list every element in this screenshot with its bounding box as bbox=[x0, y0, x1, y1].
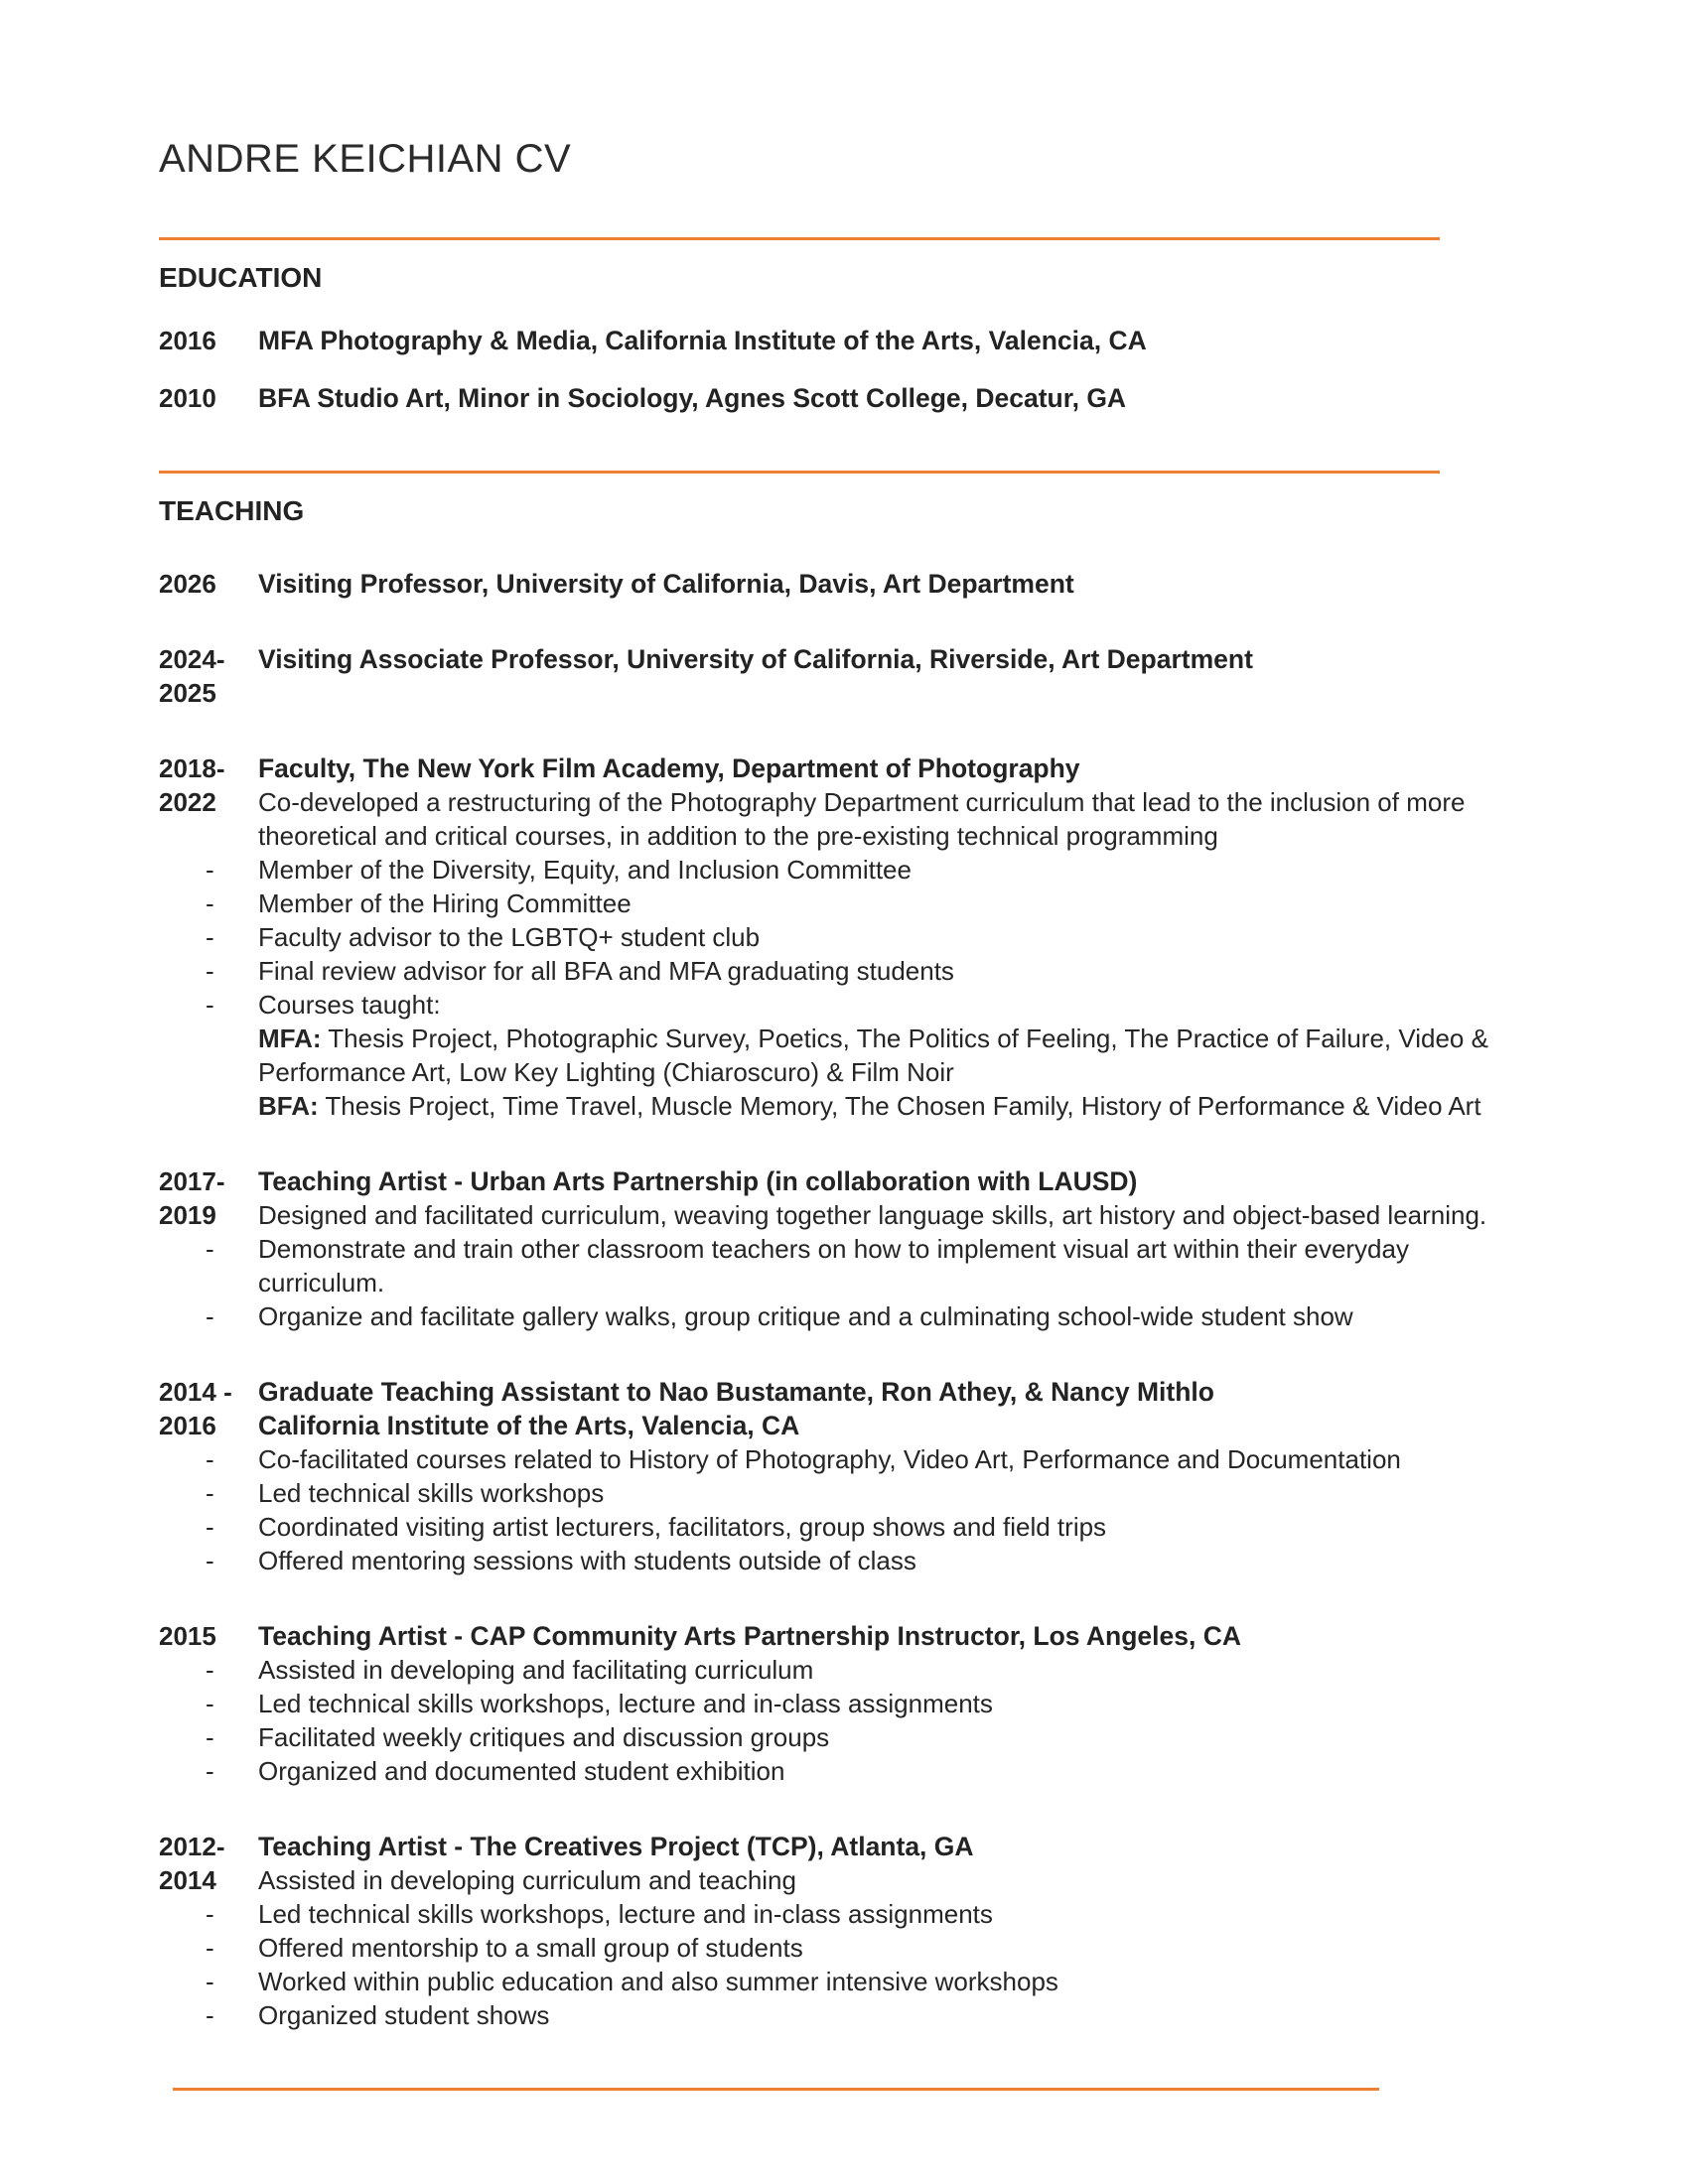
section-education bbox=[159, 262, 1509, 415]
course-label: BFA: bbox=[258, 1091, 319, 1121]
bullet-line bbox=[206, 1965, 1509, 1998]
bullet-marker: - bbox=[206, 1444, 214, 1474]
bullet-marker: - bbox=[206, 888, 214, 918]
section-teaching bbox=[159, 495, 1509, 2032]
entry-content bbox=[206, 1164, 1509, 1333]
entry-years bbox=[159, 324, 258, 357]
bullet-text: Assisted in developing and facilitating curriculum bbox=[258, 1655, 814, 1685]
cv-entry bbox=[159, 381, 1509, 415]
bullet-marker: - bbox=[206, 855, 214, 885]
bullet-line bbox=[206, 1653, 1509, 1687]
entry-year: 2012- bbox=[159, 1832, 225, 1861]
entry-title: Visiting Professor, University of California, Davis, Art Department bbox=[258, 569, 1074, 599]
cv-entry bbox=[159, 567, 1509, 601]
entry-content bbox=[258, 567, 1509, 601]
bullet-line bbox=[206, 1687, 1509, 1720]
entry-title: Teaching Artist - Urban Arts Partnership (in collaboration with LAUSD) bbox=[258, 1166, 1138, 1196]
bullet-text: Led technical skills workshops, lecture and in-class assignments bbox=[258, 1899, 993, 1929]
bullet-marker: - bbox=[206, 956, 214, 986]
bullet-line bbox=[206, 1720, 1509, 1754]
bullet-text: Member of the Hiring Committee bbox=[258, 888, 632, 918]
entry-years bbox=[159, 1830, 258, 1897]
bullet-line bbox=[206, 1442, 1509, 1476]
bullet-marker: - bbox=[206, 1234, 214, 1264]
sections-container bbox=[159, 237, 1509, 2091]
entry-title: Teaching Artist - CAP Community Arts Partnership Instructor, Los Angeles, CA bbox=[258, 1621, 1241, 1651]
bullet-text: Offered mentorship to a small group of students bbox=[258, 1933, 803, 1963]
entry-title: Faculty, The New York Film Academy, Department of Photography bbox=[258, 753, 1080, 783]
entry-year: 2014 - bbox=[159, 1377, 232, 1407]
bullet-marker: - bbox=[206, 1655, 214, 1685]
cv-entry bbox=[159, 1619, 1509, 1788]
entry-body: Assisted in developing curriculum and teaching bbox=[258, 1865, 796, 1895]
entry-year: 2015 bbox=[159, 1621, 216, 1651]
section-heading-education: EDUCATION bbox=[159, 262, 323, 293]
bullet-line bbox=[206, 954, 1509, 988]
cv-entry bbox=[159, 642, 1509, 710]
bullet-line bbox=[206, 1510, 1509, 1544]
entry-title: California Institute of the Arts, Valencia, CA bbox=[258, 1411, 800, 1440]
bullet-line bbox=[206, 1299, 1509, 1333]
bullet-text: Worked within public education and also summer intensive workshops bbox=[258, 1967, 1058, 1996]
entry-title: Visiting Associate Professor, University of California, Riverside, Art Department bbox=[258, 644, 1253, 674]
page-title: ANDRE KEICHIAN CV bbox=[159, 137, 572, 181]
bullet-marker: - bbox=[206, 1899, 214, 1929]
bullet-marker: - bbox=[206, 990, 214, 1020]
entry-year: 2016 bbox=[159, 326, 216, 355]
bullet-text: Courses taught: bbox=[258, 990, 441, 1020]
entry-body: Designed and facilitated curriculum, weaving together language skills, art history and object-based learning. bbox=[258, 1200, 1487, 1230]
entry-body: Co-developed a restructuring of the Photography Department curriculum that lead to the inclusion of more theoretical and critical courses, in addition to the pre-existing technical programming bbox=[258, 787, 1466, 851]
bullet-line bbox=[206, 1754, 1509, 1788]
cv-entry bbox=[159, 324, 1509, 357]
bullet-marker: - bbox=[206, 2000, 214, 2030]
bullet-text: Final review advisor for all BFA and MFA graduating students bbox=[258, 956, 954, 986]
entry-years bbox=[159, 567, 258, 601]
entry-years bbox=[159, 751, 258, 819]
entry-content bbox=[206, 1619, 1509, 1788]
entry-year: 2025 bbox=[159, 678, 216, 708]
entry-content bbox=[258, 642, 1509, 676]
entry-title: Graduate Teaching Assistant to Nao Bustamante, Ron Athey, & Nancy Mithlo bbox=[258, 1377, 1214, 1407]
bullet-marker: - bbox=[206, 1301, 214, 1331]
entry-years bbox=[159, 642, 258, 710]
entry-title: Teaching Artist - The Creatives Project (TCP), Atlanta, GA bbox=[258, 1832, 974, 1861]
entry-year: 2018- bbox=[159, 753, 225, 783]
bullet-line bbox=[206, 1931, 1509, 1965]
bullet-marker: - bbox=[206, 1546, 214, 1575]
bullet-line bbox=[206, 920, 1509, 954]
cv-entry bbox=[159, 1830, 1509, 2032]
entry-year: 2022 bbox=[159, 787, 216, 817]
entry-years bbox=[159, 1164, 258, 1232]
bullet-marker: - bbox=[206, 1967, 214, 1996]
course-text: Thesis Project, Photographic Survey, Poetics, The Politics of Feeling, The Practice of Failure, Video & Performance Art, Low Key Lighting (Chiaroscuro) & Film Noir bbox=[258, 1024, 1488, 1087]
entry-year: 2016 bbox=[159, 1411, 216, 1440]
bottom-divider bbox=[173, 2088, 1379, 2091]
entry-year: 2014 bbox=[159, 1865, 216, 1895]
entry-year: 2019 bbox=[159, 1200, 216, 1230]
bullet-text: Member of the Diversity, Equity, and Inclusion Committee bbox=[258, 855, 912, 885]
bullet-marker: - bbox=[206, 1933, 214, 1963]
bullet-text: Led technical skills workshops bbox=[258, 1478, 605, 1508]
cv-entry bbox=[159, 1164, 1509, 1333]
bullet-line bbox=[206, 1998, 1509, 2032]
bullet-marker: - bbox=[206, 1689, 214, 1718]
bullet-text: Coordinated visiting artist lecturers, facilitators, group shows and field trips bbox=[258, 1512, 1107, 1542]
bullet-marker: - bbox=[206, 1722, 214, 1752]
course-line bbox=[258, 1022, 1509, 1089]
bullet-text: Organize and facilitate gallery walks, group critique and a culminating school-wide student show bbox=[258, 1301, 1353, 1331]
bullet-text: Organized student shows bbox=[258, 2000, 550, 2030]
bullet-line bbox=[206, 887, 1509, 920]
entry-year: 2010 bbox=[159, 383, 216, 413]
entry-title: MFA Photography & Media, California Institute of the Arts, Valencia, CA bbox=[258, 326, 1147, 355]
bullet-text: Offered mentoring sessions with students outside of class bbox=[258, 1546, 916, 1575]
course-text: Thesis Project, Time Travel, Muscle Memory, The Chosen Family, History of Performance & Video Art bbox=[318, 1091, 1481, 1121]
course-line bbox=[258, 1089, 1509, 1123]
entry-year: 2026 bbox=[159, 569, 216, 599]
entry-content bbox=[206, 1830, 1509, 2032]
bullet-marker: - bbox=[206, 1478, 214, 1508]
section-divider bbox=[159, 471, 1440, 474]
bullet-line bbox=[206, 1232, 1509, 1299]
bullet-line bbox=[206, 853, 1509, 887]
bullet-marker: - bbox=[206, 1512, 214, 1542]
entry-content bbox=[258, 324, 1509, 357]
entry-years bbox=[159, 381, 258, 415]
bullet-line bbox=[206, 988, 1509, 1022]
section-heading-teaching: TEACHING bbox=[159, 495, 305, 526]
bullet-text: Faculty advisor to the LGBTQ+ student club bbox=[258, 922, 761, 952]
entry-year: 2017- bbox=[159, 1166, 225, 1196]
bullet-marker: - bbox=[206, 1756, 214, 1786]
entry-content bbox=[206, 751, 1509, 1123]
bullet-line bbox=[206, 1476, 1509, 1510]
entry-title: BFA Studio Art, Minor in Sociology, Agnes Scott College, Decatur, GA bbox=[258, 383, 1127, 413]
cv-entry bbox=[159, 751, 1509, 1123]
entry-year: 2024- bbox=[159, 644, 225, 674]
bullet-text: Facilitated weekly critiques and discussion groups bbox=[258, 1722, 830, 1752]
bullet-line bbox=[206, 1897, 1509, 1931]
entry-years bbox=[159, 1619, 258, 1653]
bullet-line bbox=[206, 1544, 1509, 1577]
bullet-text: Led technical skills workshops, lecture and in-class assignments bbox=[258, 1689, 993, 1718]
entry-years bbox=[159, 1375, 258, 1442]
bullet-marker: - bbox=[206, 922, 214, 952]
entry-content bbox=[206, 1375, 1509, 1577]
bullet-text: Co-facilitated courses related to History of Photography, Video Art, Performance and Documentation bbox=[258, 1444, 1401, 1474]
bullet-text: Demonstrate and train other classroom teachers on how to implement visual art within their everyday curriculum. bbox=[258, 1234, 1409, 1297]
bullet-text: Organized and documented student exhibition bbox=[258, 1756, 785, 1786]
cv-entry bbox=[159, 1375, 1509, 1577]
entry-content bbox=[258, 381, 1509, 415]
section-divider bbox=[159, 237, 1440, 240]
course-label: MFA: bbox=[258, 1024, 322, 1053]
